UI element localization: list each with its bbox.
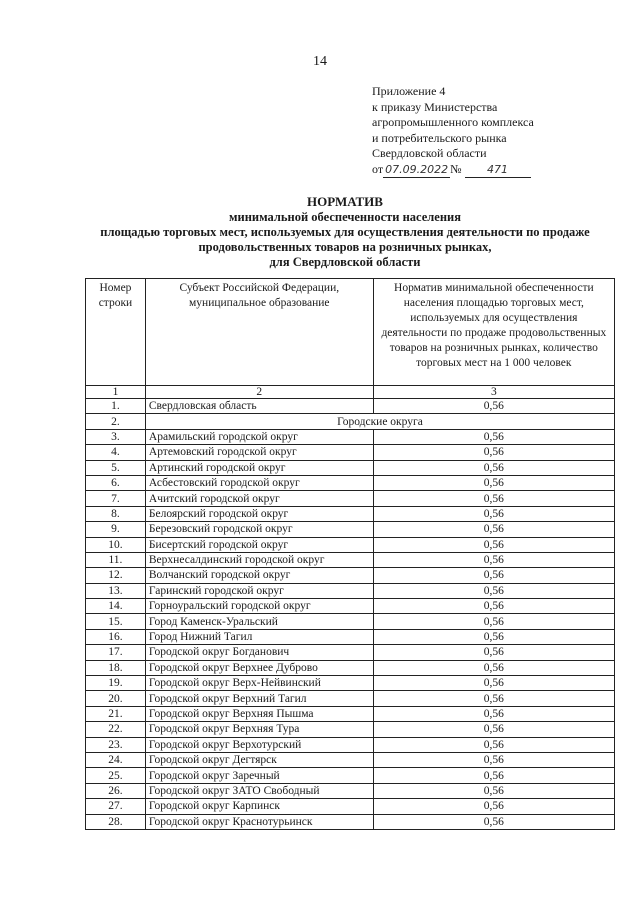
header-norm: Норматив минимальной обеспеченности населения площадью торговых мест, используемых для осуществления деятельности по продаже продовольственных товаров на розничных рынках, количество торговых мест на 1 000 человек [373,279,614,386]
municipality-name: Арамильский городской округ [145,429,373,444]
municipality-name: Городской округ Верхнее Дуброво [145,660,373,675]
table-row [86,552,615,567]
row-number: 5. [86,460,146,475]
norm-value: 0,56 [373,799,614,814]
date-prefix: от [372,161,384,176]
row-number: 4. [86,445,146,460]
norm-value: 0,56 [373,475,614,490]
row-number: 16. [86,629,146,644]
section-row [86,414,615,429]
municipality-name: Городской округ Верх-Нейвинский [145,676,373,691]
norm-value: 0,56 [373,783,614,798]
title-line: минимальной обеспеченности населения [228,210,462,224]
table-row [86,583,615,598]
municipality-name: Город Нижний Тагил [145,629,373,644]
row-number: 9. [86,522,146,537]
order-date-number [372,162,534,179]
row-number: 23. [86,737,146,752]
municipality-name: Белоярский городской округ [145,506,373,521]
table-row [86,399,615,414]
appendix-line: Свердловской области [372,146,487,160]
municipality-name: Город Каменск-Уральский [145,614,373,629]
row-number: 12. [86,568,146,583]
row-number: 6. [86,475,146,490]
municipality-name: Горноуральский городской округ [145,599,373,614]
appendix-line: Приложение 4 [372,84,446,98]
table-row [86,522,615,537]
norm-value: 0,56 [373,552,614,567]
row-number: 1. [86,399,146,414]
norm-value: 0,56 [373,506,614,521]
title-main: НОРМАТИВ [307,194,383,209]
norm-value: 0,56 [373,676,614,691]
municipality-name: Городской округ ЗАТО Свободный [145,783,373,798]
table-row [86,660,615,675]
section-label: Городские округа [145,414,614,429]
page-number: 14 [313,54,327,69]
row-number: 3. [86,429,146,444]
norm-value: 0,56 [373,399,614,414]
norm-value: 0,56 [373,429,614,444]
table-row [86,475,615,490]
municipality-name: Городской округ Богданович [145,645,373,660]
row-number: 19. [86,676,146,691]
table-row [86,645,615,660]
norm-value: 0,56 [373,491,614,506]
document-title [80,194,610,270]
municipality-name: Артинский городской округ [145,460,373,475]
municipality-name: Березовский городской округ [145,522,373,537]
number-prefix: № [450,161,462,176]
norm-value: 0,56 [373,645,614,660]
table-row [86,737,615,752]
municipality-name: Городской округ Заречный [145,768,373,783]
norm-value: 0,56 [373,629,614,644]
row-number: 26. [86,783,146,798]
appendix-line: к приказу Министерства [372,99,498,114]
municipality-name: Городской округ Верхняя Тура [145,722,373,737]
handwritten-order-number: 471 [465,162,531,179]
municipality-name: Бисертский городской округ [145,537,373,552]
norm-value: 0,56 [373,537,614,552]
table-header-row [86,279,615,386]
norm-value: 0,56 [373,614,614,629]
column-index: 1 [86,386,146,399]
table-row [86,783,615,798]
column-index: 2 [145,386,373,399]
table-row [86,629,615,644]
municipality-name: Городской округ Краснотурьинск [145,814,373,829]
title-line: продовольственных товаров на розничных рынках, [198,240,492,254]
table-row [86,429,615,444]
norm-value: 0,56 [373,768,614,783]
municipality-name: Городской округ Верхотурский [145,737,373,752]
row-number: 7. [86,491,146,506]
municipality-name: Артемовский городской округ [145,445,373,460]
row-number: 24. [86,752,146,767]
municipality-name: Гаринский городской округ [145,583,373,598]
header-municipality: Субъект Российской Федерации, муниципальное образование [145,279,373,386]
appendix-line: агропромышленного комплекса [372,115,534,129]
table-row [86,722,615,737]
municipality-name: Городской округ Карпинск [145,799,373,814]
municipality-name: Асбестовский городской округ [145,475,373,490]
municipality-name: Ачитский городской округ [145,491,373,506]
table-row [86,599,615,614]
table-row [86,614,615,629]
title-line: для Свердловской области [269,255,421,269]
municipality-name: Волчанский городской округ [145,568,373,583]
row-number: 8. [86,506,146,521]
row-number: 28. [86,814,146,829]
norm-value: 0,56 [373,583,614,598]
row-number: 22. [86,722,146,737]
norm-value: 0,56 [373,752,614,767]
table-row [86,799,615,814]
norm-value: 0,56 [373,522,614,537]
column-index: 3 [373,386,614,399]
norm-value: 0,56 [373,706,614,721]
table-row [86,706,615,721]
row-number: 13. [86,583,146,598]
norms-table [85,278,615,830]
appendix-line: и потребительского рынка [372,130,507,145]
row-number: 14. [86,599,146,614]
table-row [86,506,615,521]
row-number: 25. [86,768,146,783]
row-number: 21. [86,706,146,721]
norm-value: 0,56 [373,737,614,752]
table-row [86,676,615,691]
table-row [86,568,615,583]
municipality-name: Городской округ Верхний Тагил [145,691,373,706]
norm-value: 0,56 [373,568,614,583]
norm-value: 0,56 [373,691,614,706]
table-row [86,460,615,475]
header-row-number: Номер строки [86,279,146,386]
norm-value: 0,56 [373,599,614,614]
norm-value: 0,56 [373,722,614,737]
table-row [86,537,615,552]
municipality-name: Верхнесалдинский городской округ [145,552,373,567]
norm-value: 0,56 [373,660,614,675]
row-number: 11. [86,552,146,567]
table-row [86,491,615,506]
table-row [86,691,615,706]
table-row [86,768,615,783]
norm-value: 0,56 [373,445,614,460]
column-index-row [86,386,615,399]
row-number: 20. [86,691,146,706]
norm-value: 0,56 [373,814,614,829]
table-row [86,814,615,829]
handwritten-date: 07.09.2022 [383,162,450,179]
row-number: 10. [86,537,146,552]
table-row [86,445,615,460]
row-number: 2. [86,414,146,429]
municipality-name: Свердловская область [145,399,373,414]
row-number: 17. [86,645,146,660]
municipality-name: Городской округ Верхняя Пышма [145,706,373,721]
norm-value: 0,56 [373,460,614,475]
row-number: 18. [86,660,146,675]
row-number: 15. [86,614,146,629]
title-line: площадью торговых мест, используемых для осуществления деятельности по продаже [100,225,590,239]
table-row [86,752,615,767]
row-number: 27. [86,799,146,814]
appendix-block [372,84,534,178]
municipality-name: Городской округ Дегтярск [145,752,373,767]
